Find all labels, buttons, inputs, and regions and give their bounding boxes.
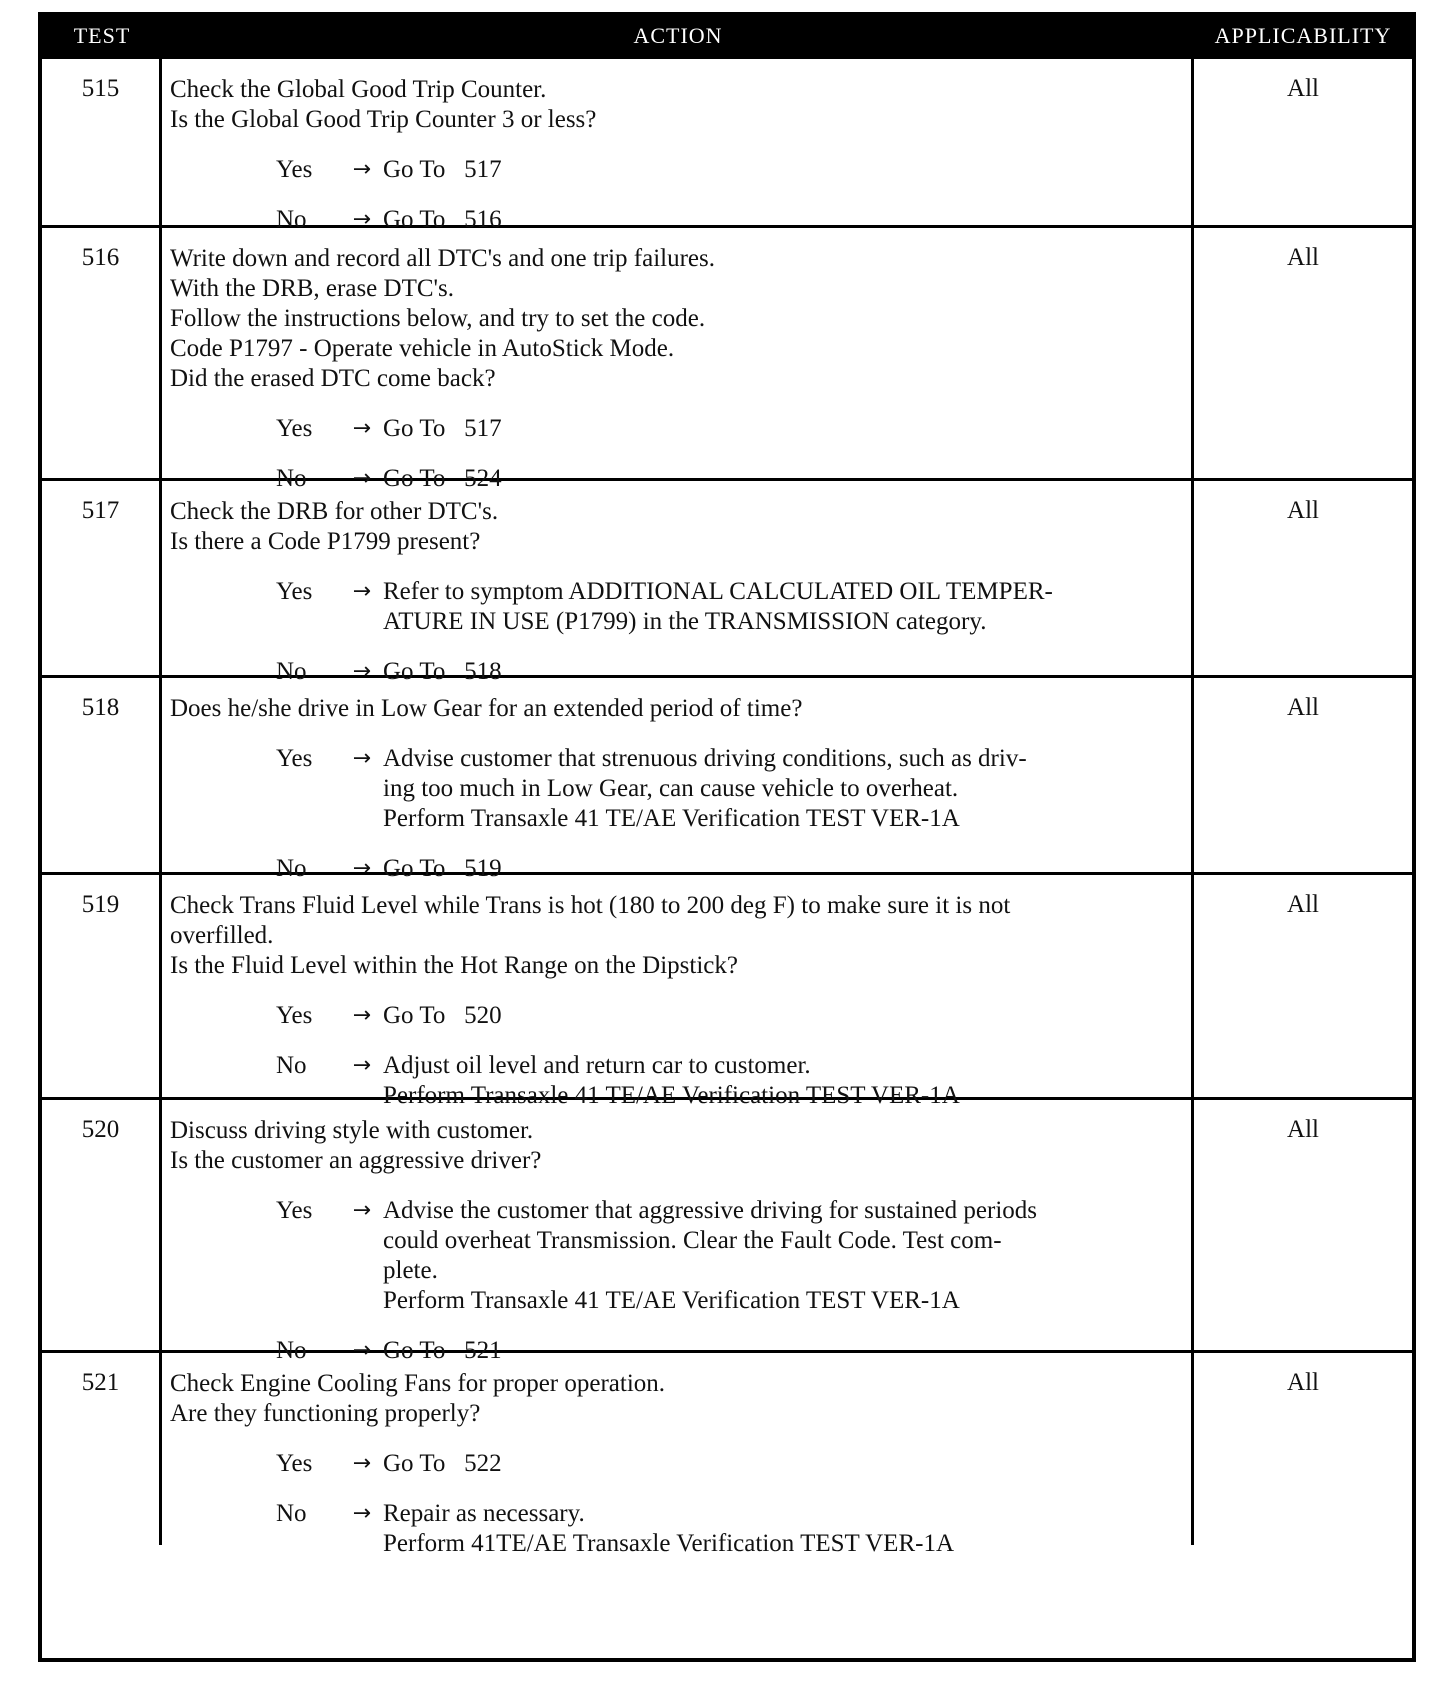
arrow-right-icon: → (352, 157, 371, 182)
yes-result (383, 155, 1185, 185)
table-body (42, 56, 1412, 1557)
action-line: Check Engine Cooling Fans for proper operation. (170, 1370, 666, 1397)
result-line: Advise the customer that aggressive driving for sustained periods (383, 1197, 1038, 1224)
applicability-cell: All (1287, 694, 1319, 721)
applicability-cell: All (1287, 244, 1319, 271)
action-text (170, 75, 1185, 135)
action-cell (162, 678, 1194, 882)
yes-answer (276, 155, 383, 185)
action-line: Is there a Code P1799 present? (170, 528, 481, 555)
test-number: 517 (42, 481, 162, 675)
yes-answer (276, 1196, 383, 1316)
result-line: Go To 521 (383, 1337, 502, 1364)
no-result (383, 1499, 1185, 1559)
header-action: ACTION (633, 23, 723, 48)
arrow-right-icon: → (352, 1198, 371, 1223)
action-cell (162, 481, 1194, 685)
no-label: No (276, 465, 307, 492)
action-line: Check the Global Good Trip Counter. (170, 76, 547, 103)
action-text (170, 1116, 1185, 1176)
action-line: Code P1797 - Operate vehicle in AutoStick Mode. (170, 335, 675, 362)
arrow-right-icon: → (352, 1053, 371, 1078)
header-applicability: APPLICABILITY (1214, 23, 1392, 48)
action-line: Check Trans Fluid Level while Trans is hot (180 to 200 deg F) to make sure it is not (170, 892, 1011, 919)
yes-result (383, 744, 1185, 834)
action-line: With the DRB, erase DTC's. (170, 275, 455, 302)
action-cell (162, 59, 1194, 233)
no-label: No (276, 1337, 307, 1364)
arrow-right-icon: → (352, 1451, 371, 1476)
yes-branch (170, 155, 1185, 185)
yes-answer (276, 577, 383, 637)
arrow-right-icon: → (352, 207, 371, 232)
test-number: 519 (42, 875, 162, 1097)
yes-answer (276, 414, 383, 444)
arrow-right-icon: → (352, 659, 371, 684)
action-line: Is the Global Good Trip Counter 3 or less? (170, 106, 597, 133)
test-number: 516 (42, 228, 162, 478)
result-line: ing too much in Low Gear, can cause vehicle to overheat. (383, 775, 959, 802)
yes-label: Yes (276, 1450, 313, 1477)
no-label: No (276, 1052, 307, 1079)
yes-branch (170, 1196, 1185, 1316)
arrow-right-icon: → (352, 1338, 371, 1363)
yes-result (383, 414, 1185, 444)
applicability-cell: All (1287, 497, 1319, 524)
table-row (42, 478, 1412, 685)
arrow-right-icon: → (352, 466, 371, 491)
applicability-cell: All (1287, 1369, 1319, 1396)
arrow-right-icon: → (352, 1501, 371, 1526)
yes-label: Yes (276, 156, 313, 183)
action-line: Are they functioning properly? (170, 1400, 481, 1427)
action-line: Is the customer an aggressive driver? (170, 1147, 542, 1174)
header-test: TEST (73, 23, 131, 48)
arrow-right-icon: → (352, 579, 371, 604)
no-branch (170, 1499, 1185, 1559)
no-answer (276, 1499, 383, 1559)
result-line: plete. (383, 1257, 438, 1284)
action-cell (162, 1353, 1194, 1557)
yes-label: Yes (276, 1002, 313, 1029)
action-line: Is the Fluid Level within the Hot Range on the Dipstick? (170, 952, 738, 979)
arrow-right-icon: → (352, 1003, 371, 1028)
test-number: 515 (42, 59, 162, 225)
table-row (42, 675, 1412, 882)
test-number: 520 (42, 1100, 162, 1350)
yes-branch (170, 1449, 1185, 1479)
yes-branch (170, 577, 1185, 637)
result-line: Go To 522 (383, 1450, 502, 1477)
action-line: Check the DRB for other DTC's. (170, 498, 499, 525)
action-line: overfilled. (170, 922, 274, 949)
no-label: No (276, 855, 307, 882)
result-line: Go To 519 (383, 855, 502, 882)
result-line: Perform 41TE/AE Transaxle Verification TEST VER-1A (383, 1530, 955, 1557)
yes-result (383, 577, 1185, 637)
arrow-right-icon: → (352, 856, 371, 881)
yes-result (383, 1449, 1185, 1479)
yes-label: Yes (276, 415, 313, 442)
yes-label: Yes (276, 578, 313, 605)
action-line: Write down and record all DTC's and one trip failures. (170, 245, 715, 272)
table-header (42, 16, 1412, 56)
no-label: No (276, 1500, 307, 1527)
action-text (170, 891, 1185, 981)
yes-answer (276, 1001, 383, 1031)
arrow-right-icon: → (352, 746, 371, 771)
action-cell (162, 875, 1194, 1109)
no-label: No (276, 206, 307, 233)
result-line: Refer to symptom ADDITIONAL CALCULATED OIL TEMPER- (383, 578, 1053, 605)
result-line: Perform Transaxle 41 TE/AE Verification TEST VER-1A (383, 1287, 960, 1314)
test-number: 521 (42, 1353, 162, 1545)
table-row (42, 872, 1412, 1109)
action-line: Did the erased DTC come back? (170, 365, 496, 392)
action-text (170, 694, 1185, 724)
yes-label: Yes (276, 745, 313, 772)
yes-label: Yes (276, 1197, 313, 1224)
result-line: Go To 518 (383, 658, 502, 685)
result-line: Adjust oil level and return car to customer. (383, 1052, 811, 1079)
no-label: No (276, 658, 307, 685)
result-line: Go To 524 (383, 465, 502, 492)
arrow-right-icon: → (352, 416, 371, 441)
diagnostic-table (38, 12, 1416, 1662)
table-row (42, 56, 1412, 233)
result-line: Perform Transaxle 41 TE/AE Verification TEST VER-1A (383, 805, 960, 832)
applicability-cell: All (1287, 75, 1319, 102)
test-number: 518 (42, 678, 162, 872)
table-row (42, 1350, 1412, 1557)
result-line: Go To 516 (383, 206, 502, 233)
action-text (170, 244, 1185, 394)
yes-branch (170, 744, 1185, 834)
yes-branch (170, 1001, 1185, 1031)
result-line: Go To 520 (383, 1002, 502, 1029)
result-line: ATURE IN USE (P1799) in the TRANSMISSION category. (383, 608, 987, 635)
action-cell (162, 1100, 1194, 1364)
result-line: Go To 517 (383, 156, 502, 183)
yes-result (383, 1001, 1185, 1031)
table-row (42, 1097, 1412, 1364)
action-line: Follow the instructions below, and try to set the code. (170, 305, 706, 332)
yes-result (383, 1196, 1185, 1316)
action-line: Does he/she drive in Low Gear for an extended period of time? (170, 695, 803, 722)
result-line: Go To 517 (383, 415, 502, 442)
applicability-cell: All (1287, 891, 1319, 918)
result-line: could overheat Transmission. Clear the Fault Code. Test com- (383, 1227, 1002, 1254)
action-text (170, 1369, 1185, 1429)
yes-answer (276, 744, 383, 834)
action-text (170, 497, 1185, 557)
yes-branch (170, 414, 1185, 444)
applicability-cell: All (1287, 1116, 1319, 1143)
table-row (42, 225, 1412, 492)
result-line: Perform Transaxle 41 TE/AE Verification TEST VER-1A (383, 1082, 960, 1109)
action-cell (162, 228, 1194, 492)
action-line: Discuss driving style with customer. (170, 1117, 534, 1144)
result-line: Repair as necessary. (383, 1500, 585, 1527)
yes-answer (276, 1449, 383, 1479)
result-line: Advise customer that strenuous driving conditions, such as driv- (383, 745, 1027, 772)
